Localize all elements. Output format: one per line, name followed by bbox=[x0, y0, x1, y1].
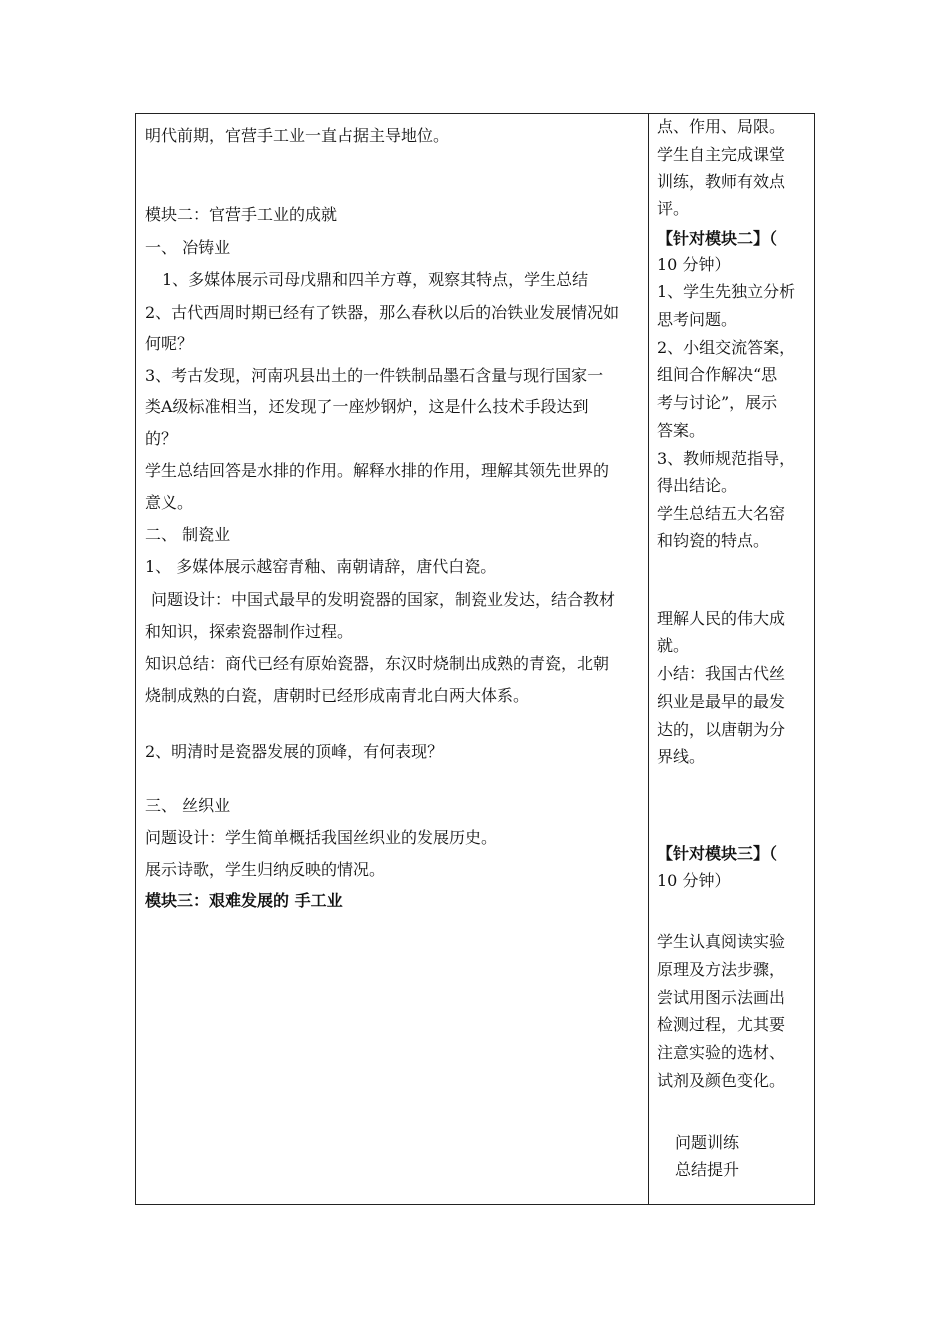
main-line: 意义。 bbox=[145, 493, 194, 512]
side-line: 尝试用图示法画出 bbox=[657, 988, 786, 1007]
section-heading: 三、 丝织业 bbox=[145, 796, 231, 815]
side-line: 总结提升 bbox=[675, 1160, 740, 1179]
main-line: 烧制成熟的白瓷，唐朝时已经形成南青北白两大体系。 bbox=[145, 686, 530, 705]
main-line: 1、 多媒体展示越窑青釉、南朝请辞，唐代白瓷。 bbox=[145, 557, 497, 576]
side-line: 点、作用、局限。 bbox=[657, 117, 786, 136]
side-line: 考与讨论”，展示 bbox=[657, 393, 778, 412]
main-line: 2、古代西周时期已经有了铁器，那么春秋以后的冶铁业发展情况如 bbox=[145, 303, 620, 322]
side-line: 理解人民的伟大成 bbox=[657, 609, 786, 628]
module-heading: 模块二：官营手工业的成就 bbox=[145, 205, 338, 224]
side-line: 原理及方法步骤， bbox=[657, 960, 786, 979]
side-module-heading: 【针对模块三】（ bbox=[657, 844, 778, 863]
section-heading: 一、 冶铸业 bbox=[145, 238, 231, 257]
side-line: 思考问题。 bbox=[657, 310, 738, 329]
side-line: 界线。 bbox=[657, 747, 706, 766]
column-divider bbox=[648, 113, 649, 1205]
section-heading: 二、 制瓷业 bbox=[145, 525, 231, 544]
side-line: 学生认真阅读实验 bbox=[657, 932, 786, 951]
side-line: 试剂及颜色变化。 bbox=[657, 1071, 786, 1090]
main-line: 的？ bbox=[145, 429, 178, 448]
main-line: 2、明清时是瓷器发展的顶峰，有何表现？ bbox=[145, 742, 444, 761]
main-line: 展示诗歌，学生归纳反映的情况。 bbox=[145, 860, 386, 879]
main-line: 类A级标准相当，还发现了一座炒钢炉，这是什么技术手段达到 bbox=[145, 397, 589, 416]
side-line: 就。 bbox=[657, 636, 690, 655]
main-line: 学生总结回答是水排的作用。解释水排的作用，理解其领先世界的 bbox=[145, 461, 610, 480]
side-line: 和钧瓷的特点。 bbox=[657, 531, 770, 550]
side-line: 学生自主完成课堂 bbox=[657, 145, 786, 164]
side-line: 注意实验的选材、 bbox=[657, 1043, 786, 1062]
main-line: 问题设计：中国式最早的发明瓷器的国家，制瓷业发达，结合教材 bbox=[151, 590, 616, 609]
side-line: 2、小组交流答案， bbox=[657, 338, 796, 357]
side-line: 达的，以唐朝为分 bbox=[657, 720, 786, 739]
side-line: 3、教师规范指导， bbox=[657, 449, 796, 468]
side-line: 得出结论。 bbox=[657, 476, 738, 495]
side-line: 检测过程，尤其要 bbox=[657, 1015, 786, 1034]
main-line: 和知识，探索瓷器制作过程。 bbox=[145, 622, 354, 641]
side-line: 小结：我国古代丝 bbox=[657, 664, 786, 683]
side-line: 10 分钟） bbox=[657, 255, 731, 274]
main-line: 何呢？ bbox=[145, 334, 194, 353]
main-line: 1、多媒体展示司母戊鼎和四羊方尊，观察其特点，学生总结 bbox=[162, 270, 589, 289]
side-line: 答案。 bbox=[657, 421, 706, 440]
side-line: 10 分钟） bbox=[657, 871, 731, 890]
main-line: 3、考古发现，河南巩县出土的一件铁制品墨石含量与现行国家一 bbox=[145, 366, 604, 385]
side-line: 评。 bbox=[657, 199, 690, 218]
main-line: 明代前期，官营手工业一直占据主导地位。 bbox=[145, 126, 450, 145]
side-line: 组间合作解决“思 bbox=[657, 365, 778, 384]
side-module-heading: 【针对模块二】（ bbox=[657, 229, 778, 248]
side-line: 问题训练 bbox=[675, 1133, 740, 1152]
side-line: 织业是最早的最发 bbox=[657, 692, 786, 711]
main-line: 问题设计：学生简单概括我国丝织业的发展历史。 bbox=[145, 828, 498, 847]
module-heading: 模块三：艰难发展的 手工业 bbox=[145, 891, 343, 910]
side-line: 学生总结五大名窑 bbox=[657, 504, 786, 523]
main-line: 知识总结：商代已经有原始瓷器，东汉时烧制出成熟的青瓷，北朝 bbox=[145, 654, 610, 673]
side-line: 训练，教师有效点 bbox=[657, 172, 786, 191]
side-line: 1、学生先独立分析 bbox=[657, 282, 796, 301]
